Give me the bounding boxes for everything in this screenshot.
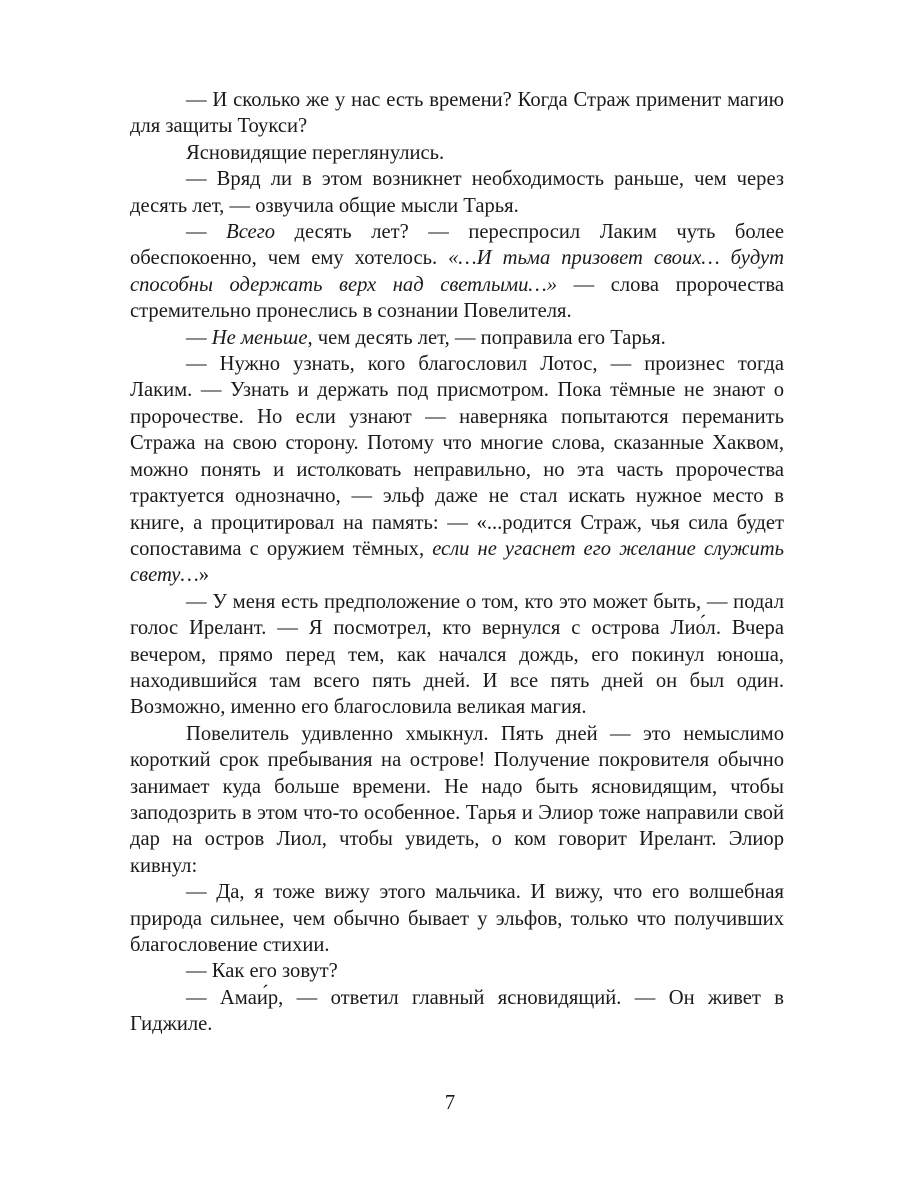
paragraph [130, 589, 784, 721]
text-run: Повелитель удивленно хмыкнул. Пять дней — это немыслимо короткий срок пребывания на острове! Получение покровителя обычно занимает куда больше времени. Не надо быть ясновидящим, чтобы заподозрить в этом что-то особенное. Тарья и Элиор тоже направили свой дар на остров Лиол, чтобы увидеть, о ком говорит Ирелант. Элиор кивнул: [130, 722, 784, 877]
text-run: — слова пророчества стремительно пронеслись в сознании Повелителя. [130, 273, 784, 323]
paragraph [130, 166, 784, 219]
italic-run: Всего [226, 221, 276, 244]
text-run: — [186, 326, 212, 349]
italic-run: Не меньше [211, 326, 308, 349]
page-number: 7 [444, 1092, 456, 1114]
paragraph [130, 87, 784, 140]
paragraph [130, 140, 784, 166]
body-text [130, 87, 784, 1038]
text-run: — Как его зовут? [186, 960, 338, 983]
paragraph [130, 985, 784, 1038]
text-run: , чем десять лет, — поправила его Тарья. [307, 326, 666, 349]
text-run: десять лет? — переспросил Лаким чуть более обеспокоенно, чем ему хотелось. [130, 221, 784, 270]
text-run: — Амаи́р, — ответил главный ясновидящий. — Он живет в Гиджиле. [130, 986, 784, 1036]
paragraph [130, 351, 784, 589]
text-run: — Вряд ли в этом возникнет необходимость раньше, чем через десять лет, — озвучила общие мысли Тарья. [130, 168, 784, 217]
text-run: — Да, я тоже вижу этого мальчика. И вижу, что его волшебная природа сильнее, чем обычно бывает у эльфов, только что получивших благословение стихии. [130, 881, 784, 956]
prophecy-quote: «…И тьма призовет своих… будут способны одержать верх над светлыми…» [130, 247, 784, 296]
paragraph [130, 958, 784, 984]
paragraph [130, 325, 784, 351]
text-run: — Нужно узнать, кого благословил Лотос, — произнес тогда Лаким. — Узнать и держать под присмотром. Пока тёмные не знают о пророчестве. Но если узнают — наверняка попытаются переманить Стража на свою сторону. Потому что многие слова, сказанные Хаквом, можно понять и истолковать неправильно, но эта часть пророчества трактуется однозначно, — эльф даже не стал искать нужное место в книге, а процитировал на память: — «...родится Страж, чья сила будет сопоставима с оружием тёмных, [130, 353, 784, 560]
paragraph [130, 879, 784, 958]
text-run: — И сколько же у нас есть времени? Когда Страж применит магию для защиты Тоукси? [130, 89, 784, 138]
text-run: — [186, 221, 227, 244]
text-run: — У меня есть предположение о том, кто это может быть, — подал голос Ирелант. — Я посмотрел, кто вернулся с острова Лио́л. Вчера вечером, прямо перед тем, как начался дождь, его покинул юноша, находившийся там всего пять дней. И все пять дней он был один. Возможно, именно его благословила великая магия. [130, 590, 784, 719]
text-run: » [198, 564, 210, 587]
text-run: Ясновидящие переглянулись. [186, 141, 445, 164]
prophecy-quote: если не угаснет его желание служить свету… [130, 537, 785, 587]
paragraph [130, 721, 784, 879]
paragraph [130, 219, 784, 325]
